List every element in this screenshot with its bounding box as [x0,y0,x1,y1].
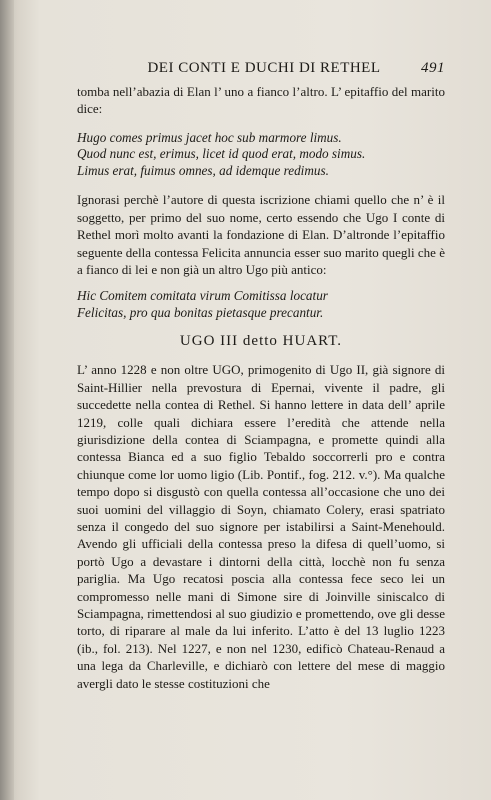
verse-line: Felicitas, pro qua bonitas pietasque precantur. [77,304,324,320]
paragraph-second: Ignorasi perchè l’autore di questa iscrizione chiami quello che n’ è il soggetto, per primo del suo nome, certo essendo che Ugo I conte di Rethel morì molto avanti la fondazione di Elan. D’altronde l’epitaffio seguente della contessa Felicita annuncia esser suo marito quegli che è a fianco di lei e non già un altro Ugo più antico: [77,192,445,277]
verse-line: Limus erat, fuimus omnes, ad idemque redimus. [77,162,329,178]
page-number: 491 [421,60,445,76]
epitaph-husband [77,130,445,180]
running-header [77,60,445,77]
verse-line: Quod nunc est, erimus, licet id quod erat, modo simus. [77,146,366,162]
running-title: DEI CONTI E DUCHI DI RETHEL [147,60,381,76]
epitaph-wife [77,288,445,321]
verse-line: Hugo comes primus jacet hoc sub marmore limus. [77,129,342,145]
verse-line: Hic Comitem comitata virum Comitissa locatur [77,288,328,304]
section-title: UGO III detto HUART. [179,333,343,350]
book-spine-shadow [0,0,14,800]
text-block [77,60,445,692]
paragraph-opening: tomba nell’abazia di Elan l’ uno a fianco l’altro. L’ epitaffio del marito dice: [77,84,445,117]
paragraph-main: L’ anno 1228 e non oltre UGO, primogenito di Ugo II, già signore di Saint-Hillier nella prevostura di Epernai, vivente il padre, gli succedette nella contea di Rethel. Si hanno lettere in data dell’ aprile 1219, colle quali dichiara essere l’eredità che attende nella giurisdizione della contea di Sciampagna, e promette quindi alla contessa Bianca ed a suo figlio Tebaldo soccorrerli pro e contra chiunque come lor uomo ligio (Lib. Pontif., fog. 212. v.°). Ma qualche tempo dopo si disgustò con quella contessa all’occasione che uno dei suoi uomini del villaggio di Soyn, chiamato Colery, erasi spatriato senza il congedo del suo signore per istabilirsi a Saint-Menehould. Avendo gli ufficiali della contessa preso la difesa di quell’uomo, si portò Ugo a devastare i dintorni della città, locchè non fu senza pariglia. Ma Ugo recatosi poscia alla contessa fece seco lei un compromesso nelle mani di Simone sire di Joinville siniscalco di Sciampagna, rimettendosi al suo giudizio e promettendo, ove gli desse torto, di riparare al male da lui inferito. L’atto è del 13 luglio 1223 (ib., fol. 213). Nel 1227, e non nel 1230, edificò Chateau-Renaud a una lega da Charleville, e dichiarò con lettere del mese di maggio avergli dato le stesse costituzioni che [77,362,445,691]
